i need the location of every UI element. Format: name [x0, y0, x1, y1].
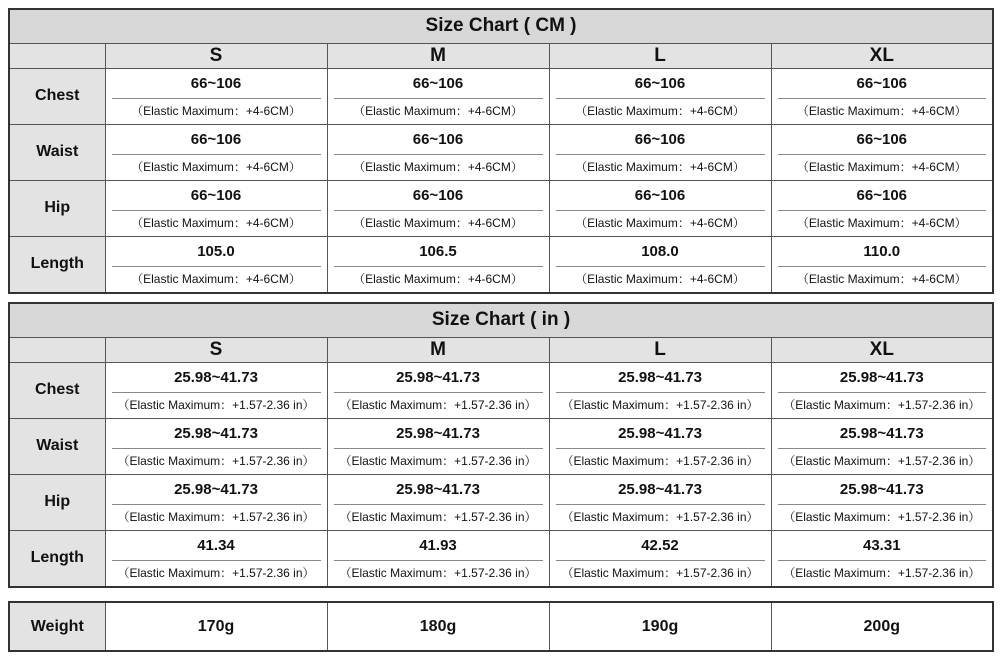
elastic-note: （Elastic Maximum：+1.57-2.36 in）: [339, 397, 537, 412]
size-header-m: M: [327, 43, 549, 68]
size-header-s: S: [105, 43, 327, 68]
elastic-note: （Elastic Maximum：+4-6CM）: [796, 103, 967, 118]
row-label-length: Length: [9, 236, 105, 293]
measurement-cell-s: [105, 418, 327, 474]
table-row: [9, 236, 993, 293]
measurement-cell-xl: [771, 362, 993, 418]
size-chart-in: [8, 302, 994, 588]
size-chart-in-body: [9, 362, 993, 587]
table-row: [9, 362, 993, 418]
measurement-cell-m: [327, 68, 549, 124]
measurement-cell-s: [105, 362, 327, 418]
measurement-cell-xl: [771, 124, 993, 180]
elastic-note: （Elastic Maximum：+1.57-2.36 in）: [561, 397, 759, 412]
measurement-cell-m: [327, 418, 549, 474]
elastic-note: （Elastic Maximum：+1.57-2.36 in）: [561, 453, 759, 468]
measurement-value: 25.98~41.73: [556, 419, 765, 449]
elastic-note: （Elastic Maximum：+1.57-2.36 in）: [561, 509, 759, 524]
elastic-note: （Elastic Maximum：+1.57-2.36 in）: [117, 565, 315, 580]
elastic-note: （Elastic Maximum：+1.57-2.36 in）: [783, 397, 981, 412]
weight-value-m: 180g: [327, 602, 549, 651]
weight-row: [9, 602, 993, 651]
size-header-s: S: [105, 337, 327, 362]
measurement-value: 66~106: [778, 181, 987, 211]
elastic-note: （Elastic Maximum：+1.57-2.36 in）: [561, 565, 759, 580]
measurement-cell-s: [105, 124, 327, 180]
elastic-note: （Elastic Maximum：+1.57-2.36 in）: [339, 453, 537, 468]
measurement-value: 25.98~41.73: [112, 419, 321, 449]
measurement-value: 108.0: [556, 237, 765, 267]
measurement-cell-l: [549, 180, 771, 236]
table-row: [9, 180, 993, 236]
measurement-value: 66~106: [556, 181, 765, 211]
corner-cell: [9, 43, 105, 68]
measurement-value: 66~106: [334, 125, 543, 155]
elastic-note: （Elastic Maximum：+4-6CM）: [131, 103, 301, 118]
measurement-cell-xl: [771, 180, 993, 236]
elastic-note: （Elastic Maximum：+4-6CM）: [353, 271, 523, 286]
weight-value-l: 190g: [549, 602, 771, 651]
measurement-cell-l: [549, 530, 771, 587]
measurement-cell-m: [327, 180, 549, 236]
measurement-value: 66~106: [112, 69, 321, 99]
elastic-note: （Elastic Maximum：+4-6CM）: [796, 215, 967, 230]
size-header-xl: XL: [771, 337, 993, 362]
measurement-value: 25.98~41.73: [778, 363, 987, 393]
measurement-value: 25.98~41.73: [778, 419, 987, 449]
elastic-note: （Elastic Maximum：+1.57-2.36 in）: [783, 453, 981, 468]
row-label-chest: Chest: [9, 362, 105, 418]
elastic-note: （Elastic Maximum：+4-6CM）: [575, 215, 745, 230]
measurement-value: 110.0: [778, 237, 987, 267]
measurement-cell-m: [327, 474, 549, 530]
elastic-note: （Elastic Maximum：+1.57-2.36 in）: [117, 453, 315, 468]
measurement-cell-m: [327, 124, 549, 180]
size-chart-cm-title: Size Chart ( CM ): [9, 9, 993, 43]
elastic-note: （Elastic Maximum：+1.57-2.36 in）: [783, 565, 981, 580]
measurement-value: 42.52: [556, 531, 765, 561]
size-chart-in-title: Size Chart ( in ): [9, 303, 993, 337]
row-label-chest: Chest: [9, 68, 105, 124]
measurement-cell-l: [549, 68, 771, 124]
measurement-value: 66~106: [334, 181, 543, 211]
measurement-cell-l: [549, 474, 771, 530]
elastic-note: （Elastic Maximum：+1.57-2.36 in）: [783, 509, 981, 524]
measurement-value: 41.93: [334, 531, 543, 561]
measurement-value: 66~106: [112, 181, 321, 211]
measurement-cell-xl: [771, 530, 993, 587]
measurement-value: 66~106: [556, 69, 765, 99]
row-label-waist: Waist: [9, 124, 105, 180]
measurement-cell-xl: [771, 236, 993, 293]
weight-value-s: 170g: [105, 602, 327, 651]
measurement-value: 25.98~41.73: [112, 475, 321, 505]
measurement-value: 25.98~41.73: [334, 475, 543, 505]
measurement-cell-s: [105, 530, 327, 587]
measurement-cell-s: [105, 474, 327, 530]
table-row: [9, 530, 993, 587]
elastic-note: （Elastic Maximum：+1.57-2.36 in）: [117, 397, 315, 412]
corner-cell: [9, 337, 105, 362]
measurement-value: 105.0: [112, 237, 321, 267]
size-header-l: L: [549, 337, 771, 362]
table-row: [9, 68, 993, 124]
measurement-cell-s: [105, 180, 327, 236]
measurement-cell-xl: [771, 68, 993, 124]
measurement-value: 25.98~41.73: [334, 419, 543, 449]
measurement-value: 66~106: [778, 125, 987, 155]
elastic-note: （Elastic Maximum：+4-6CM）: [353, 215, 523, 230]
measurement-value: 106.5: [334, 237, 543, 267]
elastic-note: （Elastic Maximum：+1.57-2.36 in）: [339, 565, 537, 580]
measurement-value: 25.98~41.73: [778, 475, 987, 505]
row-label-hip: Hip: [9, 474, 105, 530]
measurement-value: 66~106: [112, 125, 321, 155]
size-header-l: L: [549, 43, 771, 68]
weight-value-xl: 200g: [771, 602, 993, 651]
measurement-cell-xl: [771, 474, 993, 530]
measurement-cell-s: [105, 68, 327, 124]
table-row: [9, 124, 993, 180]
size-chart-cm: [8, 8, 994, 294]
measurement-cell-m: [327, 530, 549, 587]
row-label-waist: Waist: [9, 418, 105, 474]
table-row: [9, 474, 993, 530]
measurement-value: 66~106: [334, 69, 543, 99]
measurement-value: 25.98~41.73: [334, 363, 543, 393]
measurement-value: 66~106: [556, 125, 765, 155]
elastic-note: （Elastic Maximum：+4-6CM）: [796, 159, 967, 174]
measurement-value: 25.98~41.73: [556, 475, 765, 505]
measurement-cell-l: [549, 418, 771, 474]
measurement-cell-xl: [771, 418, 993, 474]
elastic-note: （Elastic Maximum：+4-6CM）: [575, 159, 745, 174]
measurement-cell-m: [327, 236, 549, 293]
measurement-value: 43.31: [778, 531, 987, 561]
row-label-hip: Hip: [9, 180, 105, 236]
elastic-note: （Elastic Maximum：+4-6CM）: [353, 103, 523, 118]
measurement-cell-s: [105, 236, 327, 293]
weight-label: Weight: [9, 602, 105, 651]
elastic-note: （Elastic Maximum：+4-6CM）: [131, 215, 301, 230]
elastic-note: （Elastic Maximum：+4-6CM）: [131, 159, 301, 174]
measurement-value: 66~106: [778, 69, 987, 99]
row-label-length: Length: [9, 530, 105, 587]
table-row: [9, 418, 993, 474]
elastic-note: （Elastic Maximum：+4-6CM）: [575, 103, 745, 118]
elastic-note: （Elastic Maximum：+4-6CM）: [353, 159, 523, 174]
elastic-note: （Elastic Maximum：+4-6CM）: [796, 271, 967, 286]
elastic-note: （Elastic Maximum：+1.57-2.36 in）: [339, 509, 537, 524]
weight-table: [8, 601, 994, 652]
elastic-note: （Elastic Maximum：+4-6CM）: [575, 271, 745, 286]
measurement-value: 25.98~41.73: [556, 363, 765, 393]
measurement-cell-l: [549, 362, 771, 418]
measurement-cell-l: [549, 236, 771, 293]
measurement-cell-l: [549, 124, 771, 180]
elastic-note: （Elastic Maximum：+4-6CM）: [131, 271, 301, 286]
size-header-xl: XL: [771, 43, 993, 68]
measurement-cell-m: [327, 362, 549, 418]
size-header-m: M: [327, 337, 549, 362]
elastic-note: （Elastic Maximum：+1.57-2.36 in）: [117, 509, 315, 524]
measurement-value: 41.34: [112, 531, 321, 561]
measurement-value: 25.98~41.73: [112, 363, 321, 393]
size-chart-cm-body: [9, 68, 993, 293]
